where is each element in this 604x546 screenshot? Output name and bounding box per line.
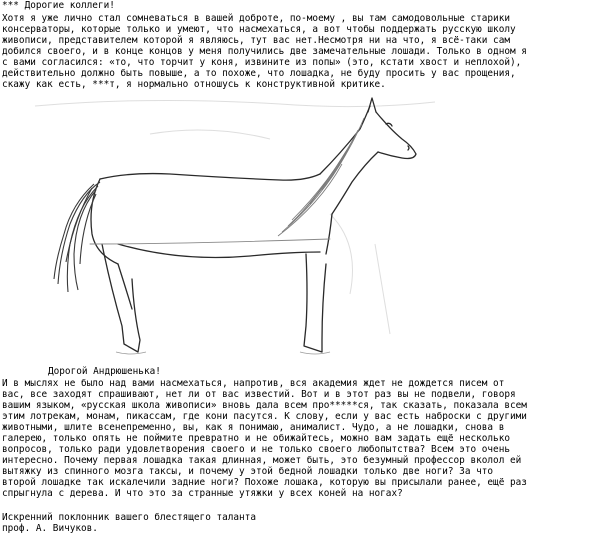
reply-greeting: Дорогой Андрюшенька! xyxy=(48,366,161,377)
reply-line: животными, шлите всенепременно, вы, как я понимаю, анималист. Чудо, а не лошадки, снова в xyxy=(2,422,505,433)
reply-line: вопросов, только ради удовлетворения своего и не только своего любопытства? Всем это очень xyxy=(2,444,510,455)
reply-line: спрыгнула с дерева. И что это за странные утяжки у всех коней на ногах? xyxy=(2,488,403,499)
horse-sketch xyxy=(30,94,440,358)
reply-line: этим лотрекам, монам, пикассам, где кони пасутся. К слову, если у вас есть наброски с другими xyxy=(2,411,527,422)
reply-line: вашим языком, «русская школа живописи» вновь дала всем про*****ся, так сказать, показала всем xyxy=(2,400,527,411)
letter-line: Хотя я уже лично стал сомневаться в вашей доброте, по-моему , вы там самодовольные старики xyxy=(2,13,510,24)
reply-line: И в мыслях не было над вами насмехаться, напротив, вся академия ждет не дождется писем от xyxy=(2,378,505,389)
reply-line: вытяжку из спинного мозга таксы, и почему у этой бедной лошадки только две ноги? За что xyxy=(2,466,494,477)
letter-line: консерваторы, которые только и умеют, что насмехаться, а вот чтобы поддержать русскую школу xyxy=(2,24,516,35)
horse-drawing xyxy=(30,94,440,358)
letter-line: живописи, представителем которой я являюсь, тут вас нет.Несмотря ни на что, я всё-таки сам xyxy=(2,35,510,46)
letter-line: с вами согласился: «то, что торчит у коня, извините из попы» (это, кстати хвост и неплохой), xyxy=(2,57,522,68)
reply-line: второй лошадке так искалечили задние ноги? Похоже лошака, которую вы присылали ранее, ещё раз xyxy=(2,477,527,488)
reply-line: интересно. Почему первая лошадка такая длинная, может быть, это безумный профессор вколол ей xyxy=(2,455,522,466)
reply-closing: Искренний поклонник вашего блестящего таланта xyxy=(2,512,256,523)
reply-line: вас, все заходят спрашивают, нет ли от вас известий. Вот и в этот раз вы не подвели, говоря xyxy=(2,389,516,400)
reply-line: галерею, только опять не поймите превратно и не обижайтесь, можно вам задать ещё несколько xyxy=(2,433,510,444)
letter-line: скажу как есть, ***т, я нормально отношусь к конструктивной критике. xyxy=(2,79,386,90)
reply-signature: проф. А. Вичуков. xyxy=(2,523,98,534)
letter-line: добился своего, и в конце концов у меня получились две замечательные лошади. Только в одном я xyxy=(2,46,527,57)
letter-line: действительно должно быть повыше, а то похоже, что лошадка, не буду просить у вас прощения, xyxy=(2,68,516,79)
letter-line: *** Дорогие коллеги! xyxy=(2,0,115,11)
